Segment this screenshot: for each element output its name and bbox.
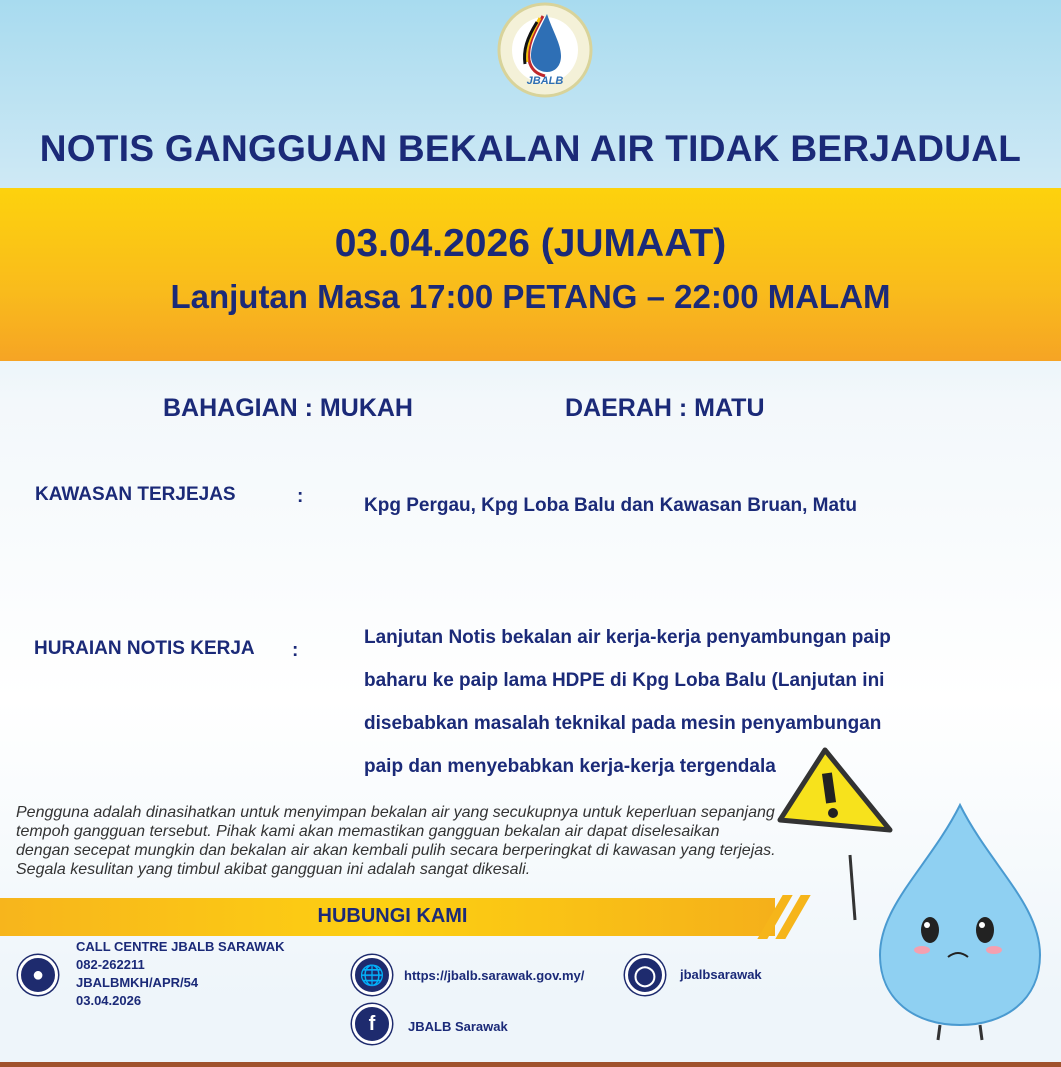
instagram-link[interactable]: jbalbsarawak (680, 967, 762, 982)
contact-details (76, 938, 285, 1010)
bahagian: BAHAGIAN : MUKAH (163, 394, 413, 422)
phone-number[interactable]: 082-262211 (76, 957, 145, 972)
page-title: NOTIS GANGGUAN BEKALAN AIR TIDAK BERJADUAL (39, 128, 1022, 169)
kawasan-label: KAWASAN TERJEJAS (35, 484, 236, 505)
website-link[interactable]: https://jbalb.sarawak.gov.my/ (404, 968, 585, 983)
svg-text:JBALB: JBALB (526, 75, 564, 87)
water-drop-mascot (770, 745, 1061, 1045)
date-band (0, 188, 1061, 361)
instagram-icon: ◯ (625, 955, 665, 995)
warning-icon (780, 750, 890, 920)
jbalb-logo (497, 0, 593, 102)
reference-number: JBALBMKH/APR/54 (76, 975, 199, 990)
contact-banner (0, 898, 775, 936)
kawasan-value: Kpg Pergau, Kpg Loba Balu dan Kawasan Bruan, Matu (364, 495, 857, 516)
facebook-link[interactable]: JBALB Sarawak (408, 1019, 508, 1034)
notice-date: 03.04.2026 (JUMAAT) (334, 222, 727, 265)
huraian-line: paip dan menyebabkan kerja-kerja tergendala (364, 756, 776, 777)
facebook-icon: f (352, 1004, 392, 1044)
daerah: DAERAH : MATU (565, 394, 765, 422)
contact-heading: HUBUNGI KAMI (317, 905, 468, 927)
person-icon: ● (18, 955, 58, 995)
huraian-line: Lanjutan Notis bekalan air kerja-kerja penyambungan paip (364, 627, 891, 648)
huraian-line: baharu ke paip lama HDPE di Kpg Loba Balu (Lanjutan ini (364, 670, 885, 691)
globe-icon: 🌐 (352, 955, 392, 995)
notice-time: Lanjutan Masa 17:00 PETANG – 22:00 MALAM (170, 278, 891, 315)
huraian-label: HURAIAN NOTIS KERJA (34, 638, 255, 659)
huraian-line: disebabkan masalah teknikal pada mesin penyambungan (364, 713, 882, 734)
advisory-text: Pengguna adalah dinasihatkan untuk menyimpan bekalan air yang secukupnya untuk keperluan sepanjang tempoh gangguan tersebut. Pihak kami akan memastikan gangguan bekalan air dapat diselesaikan dengan secepat mungkin dan bekalan air akan kembali pulih secara berperingkat di kawasan yang terjejas. Segala kesulitan yang timbul akibat gangguan ini adalah sangat dikesali. (16, 804, 776, 878)
reference-date: 03.04.2026 (76, 993, 142, 1008)
huraian-colon: : (292, 640, 299, 661)
bottom-border (0, 1062, 1061, 1067)
call-centre: CALL CENTRE JBALB SARAWAK (76, 939, 285, 954)
kawasan-colon: : (297, 486, 304, 507)
